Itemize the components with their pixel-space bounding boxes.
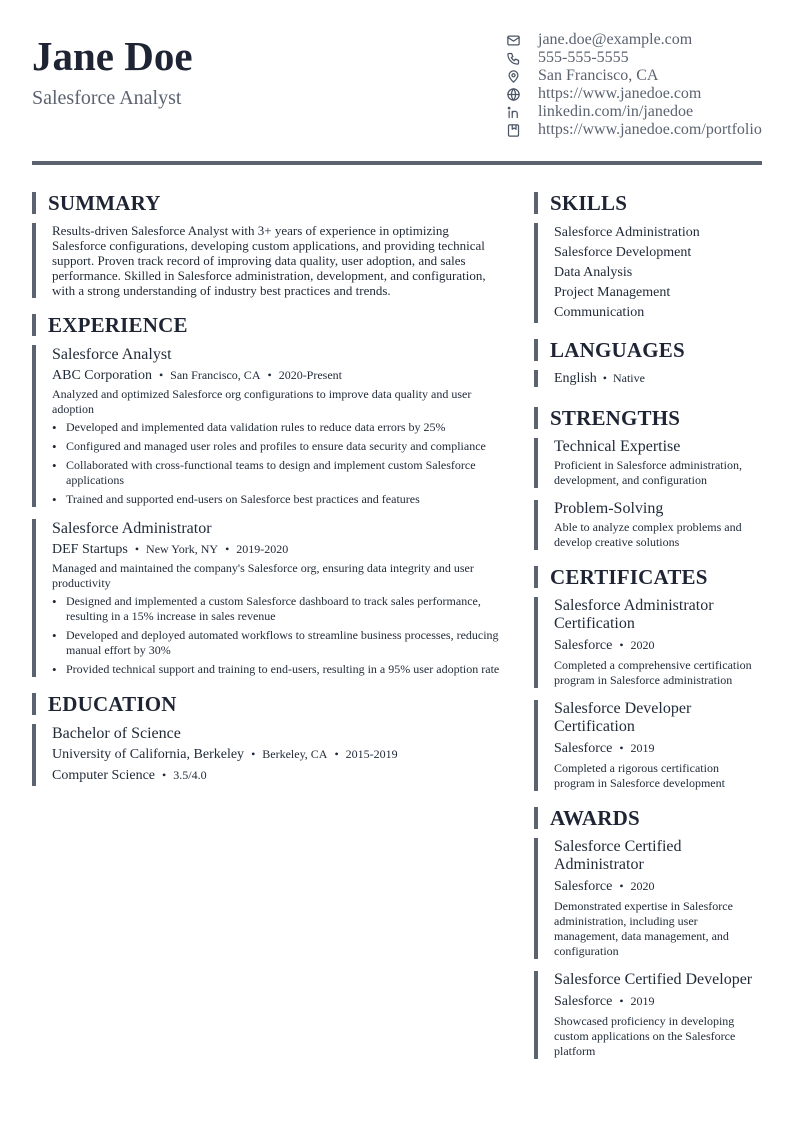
- certificate-year: 2019: [630, 741, 655, 755]
- awards-section: [534, 807, 762, 1059]
- school-location: Berkeley, CA: [262, 747, 328, 761]
- strength-description: Proficient in Salesforce administration, development, and configuration: [554, 458, 742, 487]
- summary-body: [32, 223, 502, 298]
- right-column: [534, 192, 762, 1075]
- gpa: 3.5/4.0: [173, 768, 207, 782]
- certificate-issuer: Salesforce: [554, 741, 613, 756]
- contact-list: [504, 31, 762, 139]
- certificate-meta: Salesforce • 2019: [554, 741, 655, 756]
- contact-email-text[interactable]: jane.doe@example.com: [538, 31, 693, 48]
- strength-title: Technical Expertise: [554, 438, 681, 455]
- award-description: Showcased proficiency in developing custom applications on the Salesforce platform: [554, 1014, 736, 1058]
- job-description: Managed and maintained the company's Salesforce org, ensuring data integrity and user productivity: [52, 561, 474, 590]
- bullet-item: • Developed and implemented data validation rules to reduce data errors by 25%: [52, 420, 502, 435]
- strength-entry: [534, 500, 762, 550]
- certificate-description: Completed a comprehensive certification program in Salesforce administration: [554, 658, 752, 687]
- job-meta: ABC Corporation • San Francisco, CA • 2020-Present: [52, 368, 343, 383]
- job-dates: 2019-2020: [236, 542, 289, 556]
- education-entry: [32, 724, 502, 786]
- certificates-heading: CERTIFICATES: [534, 566, 762, 588]
- contact-location-text: San Francisco, CA: [538, 67, 659, 84]
- language-level: Native: [612, 371, 645, 385]
- strength-description: Able to analyze complex problems and develop creative solutions: [554, 520, 742, 549]
- strengths-heading: STRENGTHS: [534, 407, 762, 429]
- job-description: Analyzed and optimized Salesforce org configurations to improve data quality and user adoption: [52, 387, 472, 416]
- job-meta: DEF Startups • New York, NY • 2019-2020: [52, 542, 289, 557]
- certificate-title: Salesforce Developer Certification: [554, 700, 692, 735]
- summary-heading: SUMMARY: [32, 192, 502, 214]
- strength-entry: [534, 438, 762, 488]
- bullet-item: • Trained and supported end-users on Salesforce best practices and features: [52, 492, 502, 507]
- contact-website-text[interactable]: https://www.janedoe.com: [538, 85, 702, 102]
- candidate-name: Jane Doe: [32, 33, 193, 79]
- education-meta: University of California, Berkeley • Berkeley, CA • 2015-2019: [52, 747, 398, 762]
- job-bullets: [52, 594, 502, 677]
- languages-list: [534, 370, 762, 387]
- award-title: Salesforce Certified Administrator: [554, 838, 682, 873]
- education-section: [32, 693, 502, 786]
- certificate-title: Salesforce Administrator Certification: [554, 597, 714, 632]
- certificate-entry: [534, 700, 762, 791]
- portfolio-icon: [504, 121, 522, 139]
- award-issuer: Salesforce: [554, 879, 613, 894]
- skills-section: [534, 192, 762, 323]
- bullet-item: • Designed and implemented a custom Salesforce dashboard to track sales performance, resulting in a 15% increase in sales revenue: [52, 594, 502, 624]
- job-company: ABC Corporation: [52, 368, 152, 383]
- school-name: University of California, Berkeley: [52, 747, 245, 762]
- job-location: San Francisco, CA: [170, 368, 261, 382]
- bullet-item: • Provided technical support and training to end-users, resulting in a 95% user adoption rate: [52, 662, 502, 677]
- education-major-line: Computer Science • 3.5/4.0: [52, 768, 207, 783]
- contact-email[interactable]: [504, 31, 762, 49]
- left-column: [32, 192, 502, 802]
- certificate-issuer: Salesforce: [554, 638, 613, 653]
- bullet-item: • Configured and managed user roles and profiles to ensure data security and compliance: [52, 439, 502, 454]
- award-year: 2020: [630, 879, 655, 893]
- resume-header: [32, 0, 762, 165]
- skill-item: Data Analysis: [554, 265, 633, 280]
- experience-heading: EXPERIENCE: [32, 314, 502, 336]
- skill-item: Communication: [554, 305, 645, 320]
- job-bullets: [52, 420, 502, 507]
- language-name: English: [554, 371, 597, 386]
- job-title: Salesforce Administrator: [52, 520, 212, 537]
- contact-phone-text[interactable]: 555-555-5555: [538, 49, 629, 66]
- strengths-section: [534, 407, 762, 550]
- degree: Bachelor of Science: [52, 725, 181, 742]
- award-meta: Salesforce • 2019: [554, 994, 655, 1009]
- certificate-entry: [534, 597, 762, 688]
- experience-entry: [32, 519, 502, 677]
- phone-icon: [504, 49, 522, 67]
- certificate-year: 2020: [630, 638, 655, 652]
- summary-section: [32, 192, 502, 298]
- contact-website[interactable]: [504, 85, 762, 103]
- linkedin-icon: [504, 103, 522, 121]
- skills-heading: SKILLS: [534, 192, 762, 214]
- location-icon: [504, 67, 522, 85]
- job-location: New York, NY: [146, 542, 219, 556]
- contact-linkedin-text[interactable]: linkedin.com/in/janedoe: [538, 103, 694, 120]
- strength-title: Problem-Solving: [554, 500, 664, 517]
- certificate-meta: Salesforce • 2020: [554, 638, 655, 653]
- contact-linkedin[interactable]: [504, 103, 762, 121]
- job-company: DEF Startups: [52, 542, 128, 557]
- candidate-title: Salesforce Analyst: [32, 87, 182, 109]
- languages-section: [534, 339, 762, 387]
- mail-icon: [504, 31, 522, 49]
- education-dates: 2015-2019: [345, 747, 398, 761]
- bullet-item: • Collaborated with cross-functional teams to design and implement custom Salesforce applications: [52, 458, 502, 488]
- award-title: Salesforce Certified Developer: [554, 971, 753, 988]
- contact-phone[interactable]: [504, 49, 762, 67]
- award-year: 2019: [630, 994, 655, 1008]
- awards-heading: AWARDS: [534, 807, 762, 829]
- bullet-item: • Developed and deployed automated workflows to streamline business processes, reducing manual effort by 30%: [52, 628, 502, 658]
- languages-heading: LANGUAGES: [534, 339, 762, 361]
- award-meta: Salesforce • 2020: [554, 879, 655, 894]
- skill-item: Project Management: [554, 285, 671, 300]
- award-entry: [534, 838, 762, 959]
- contact-portfolio-text[interactable]: https://www.janedoe.com/portfolio: [538, 121, 762, 138]
- language-item: English • Native: [554, 371, 645, 386]
- job-dates: 2020-Present: [278, 368, 343, 382]
- award-entry: [534, 971, 762, 1059]
- award-description: Demonstrated expertise in Salesforce administration, including user management, data management, and configuration: [554, 899, 733, 958]
- major: Computer Science: [52, 768, 156, 783]
- award-issuer: Salesforce: [554, 994, 613, 1009]
- contact-location: [504, 67, 762, 85]
- experience-entry: [32, 345, 502, 507]
- skill-item: Salesforce Administration: [554, 225, 700, 240]
- summary-text: Results-driven Salesforce Analyst with 3+ years of experience in optimizing Salesforce configurations, developing custom applications, and providing technical support. Proven track record of improving data quality, user adoption, and sales performance. Skilled in Salesforce administration, development, and configuration, with a strong understanding of industry best practices and trends.: [52, 223, 486, 298]
- contact-portfolio[interactable]: [504, 121, 762, 139]
- globe-icon: [504, 85, 522, 103]
- skill-item: Salesforce Development: [554, 245, 692, 260]
- education-heading: EDUCATION: [32, 693, 502, 715]
- skills-list: [534, 223, 762, 323]
- job-title: Salesforce Analyst: [52, 346, 172, 363]
- certificates-section: [534, 566, 762, 791]
- experience-section: [32, 314, 502, 677]
- certificate-description: Completed a rigorous certification program in Salesforce development: [554, 761, 725, 790]
